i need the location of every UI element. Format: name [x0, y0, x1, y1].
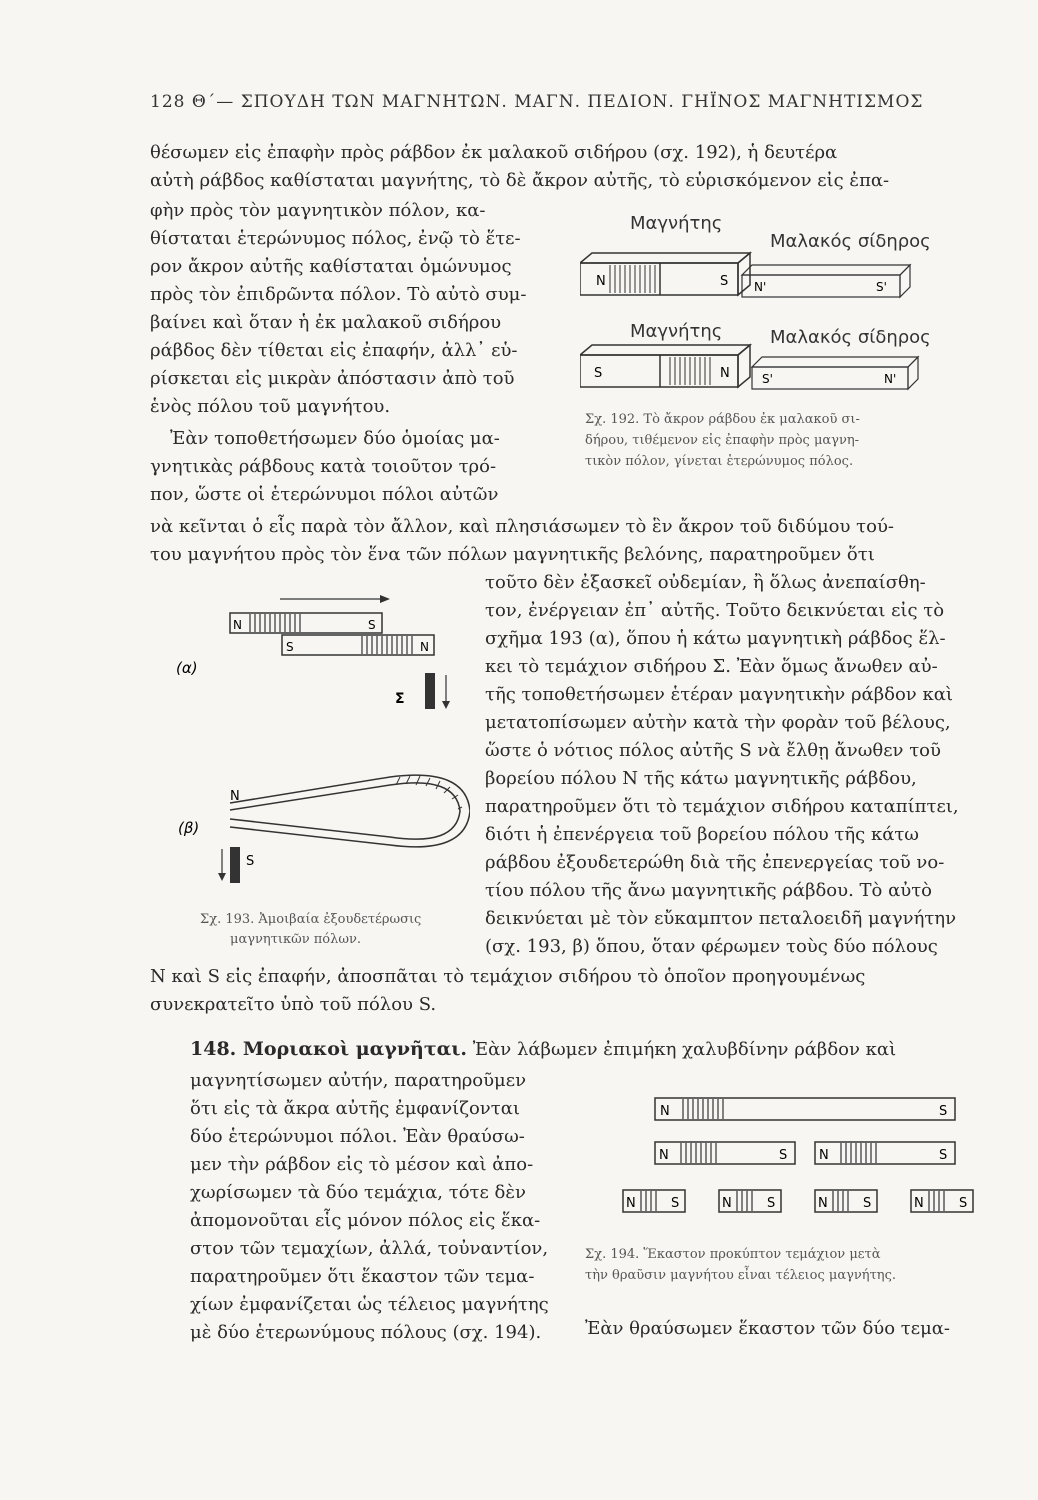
fig194-S: S: [939, 1104, 948, 1119]
body-line: στον τῶν τεμαχίων, ἀλλά, τοὐναντίον,: [190, 1238, 549, 1259]
body-line: ρον ἄκρον αὐτῆς καθίσταται ὁμώνυμος: [150, 256, 512, 277]
body-line: πον, ὥστε οἱ ἑτερώνυμοι πόλοι αὐτῶν: [150, 484, 499, 505]
fig193-label-a: (α): [176, 659, 198, 677]
fig193-sigma: Σ: [395, 691, 405, 707]
body-line: δύο ἑτερώνυμοι πόλοι. Ἐὰν θραύσω-: [190, 1126, 525, 1147]
section-heading-line: [190, 1036, 896, 1063]
body-line: θέσωμεν εἰς ἐπαφὴν πρὸς ράβδον ἐκ μαλακοῦ σιδήρου (σχ. 192), ἡ δευτέρα: [150, 142, 838, 163]
figure-192: [580, 205, 970, 410]
fig194-caption-line: τὴν θραῦσιν μαγνήτου εἶναι τέλειος μαγνήτης.: [585, 1268, 896, 1283]
fig193-horseshoe-S: S: [246, 854, 255, 869]
figure-193: [170, 585, 470, 895]
fig194-quarter: [623, 1190, 685, 1212]
body-line: μετατοπίσωμεν αὐτὴν κατὰ τὴν φορὰν τοῦ βέλους,: [485, 712, 951, 733]
fig192-S-label: S: [720, 274, 729, 289]
fig193-label-b: (β): [178, 819, 200, 837]
body-line: Ἐὰν τοποθετήσωμεν δύο ὁμοίας μα-: [170, 428, 500, 449]
fig192-caption-line: δήρου, τιθέμενον εἰς ἐπαφὴν πρὸς μαγνη-: [585, 433, 860, 448]
fig192-N-prime-label: N': [754, 280, 767, 294]
fig192-iron-label: Μαλακός σίδηρος: [770, 231, 931, 252]
fig194-N: N: [660, 1104, 670, 1119]
fig192-N-prime-label-2: N': [884, 372, 897, 386]
fig194-N: N: [659, 1148, 669, 1163]
body-line: ὅτι εἰς τὰ ἄκρα αὐτῆς ἐμφανίζονται: [190, 1098, 520, 1119]
body-line: ρίσκεται εἰς μικρὰν ἀπόστασιν ἀπὸ τοῦ: [150, 368, 515, 389]
body-line: παρατηροῦμεν ὅτι ἕκαστον τῶν τεμα-: [190, 1266, 535, 1287]
body-line: μὲ δύο ἑτερωνύμους πόλους (σχ. 194).: [190, 1322, 542, 1343]
body-line: πρὸς τὸν ἐπιδρῶντα πόλον. Τὸ αὐτὸ συμ-: [150, 284, 527, 305]
body-line: νὰ κεῖνται ὁ εἷς παρὰ τὸν ἄλλον, καὶ πλησιάσωμεν τὸ ἓν ἄκρον τοῦ διδύμου τού-: [150, 516, 894, 537]
body-line: ὥστε ὁ νότιος πόλος αὐτῆς S νὰ ἔλθῃ ἄνωθεν τοῦ: [485, 740, 941, 761]
fig194-S: S: [959, 1196, 968, 1211]
down-arrow-icon: [442, 701, 450, 709]
fig193-lower-S: S: [286, 640, 294, 654]
running-header: 128 Θ΄— ΣΠΟΥΔΗ ΤΩΝ ΜΑΓΝΗΤΩΝ. ΜΑΓΝ. ΠΕΔΙΟΝ. ΓΗΪΝΟΣ ΜΑΓΝΗΤΙΣΜΟΣ: [150, 92, 924, 112]
body-line: αὐτὴ ράβδος καθίσταται μαγνήτης, τὸ δὲ ἄκρον αὐτῆς, τὸ εὑρισκόμενον εἰς ἐπα-: [150, 170, 890, 191]
fig192-magnet-label-2: Μαγνήτης: [630, 321, 723, 342]
fig194-quarter: [911, 1190, 973, 1212]
body-line: (σχ. 193, β) ὅπου, ὅταν φέρωμεν τοὺς δύο πόλους: [485, 936, 938, 957]
fig192-S-prime-label-2: S': [762, 372, 773, 386]
body-line: διότι ἡ ἐπενέργεια τοῦ βορείου πόλου τῆς κάτω: [485, 824, 919, 845]
fig194-caption-line: Σχ. 194. Ἕκαστον προκύπτον τεμάχιον μετὰ: [585, 1247, 881, 1262]
fig192-caption-line: Σχ. 192. Τὸ ἄκρον ράβδου ἐκ μαλακοῦ σι-: [585, 412, 860, 427]
body-line: βαίνει καὶ ὅταν ἡ ἐκ μαλακοῦ σιδήρου: [150, 312, 502, 333]
body-line: γνητικὰς ράβδους κατὰ τοιοῦτον τρό-: [150, 456, 497, 477]
body-line: παρατηροῦμεν ὅτι τὸ τεμάχιον σιδήρου καταπίπτει,: [485, 796, 959, 817]
body-line: μεν τὴν ράβδον εἰς τὸ μέσον καὶ ἀπο-: [190, 1154, 534, 1175]
down-arrow-icon: [218, 873, 226, 881]
body-line: του μαγνήτου πρὸς τὸν ἕνα τῶν πόλων μαγνητικῆς βελόνης, παρατηροῦμεν ὅτι: [150, 544, 875, 565]
body-line: τίου πόλου τῆς ἄνω μαγνητικῆς ράβδου. Τὸ αὐτὸ: [485, 880, 932, 901]
body-line: μαγνητίσωμεν αὐτήν, παρατηροῦμεν: [190, 1070, 527, 1091]
body-line: δεικνύεται μὲ τὸν εὔκαμπτον πεταλοειδῆ μαγνήτην: [485, 908, 957, 929]
body-line: τῆς τοποθετήσωμεν ἑτέραν μαγνητικὴν ράβδον καὶ: [485, 684, 953, 705]
body-line: σχῆμα 193 (α), ὅπου ἡ κάτω μαγνητικὴ ράβδος ἕλ-: [485, 628, 946, 649]
body-text: Ἐὰν λάβωμεν ἐπιμήκη χαλυβδίνην ράβδον καὶ: [472, 1039, 897, 1060]
fig193-horseshoe-N: N: [230, 789, 240, 804]
body-line: συνεκρατεῖτο ὑπὸ τοῦ πόλου S.: [150, 994, 437, 1015]
body-line: ράβδος δὲν τίθεται εἰς ἐπαφήν, ἀλλ᾽ εὑ-: [150, 340, 518, 361]
direction-arrow-icon: [380, 595, 390, 603]
fig192-caption-line: τικὸν πόλον, γίνεται ἑτερώνυμος πόλος.: [585, 454, 854, 469]
fig194-S: S: [767, 1196, 776, 1211]
section-heading: 148. Μοριακοὶ μαγνῆται.: [190, 1038, 468, 1060]
fig194-N: N: [626, 1196, 636, 1211]
body-line: ράβδου ἐξουδετερώθη διὰ τῆς ἐπενεργείας τοῦ νο-: [485, 852, 945, 873]
fig192-magnet-label: Μαγνήτης: [630, 213, 723, 234]
figure-194: [615, 1090, 995, 1220]
fig194-S: S: [779, 1148, 788, 1163]
body-line: θίσταται ἑτερώνυμος πόλος, ἐνῷ τὸ ἕτε-: [150, 228, 521, 249]
body-line: ἑνὸς πόλου τοῦ μαγνήτου.: [150, 396, 391, 417]
fig192-S-prime-label: S': [876, 280, 887, 294]
fig192-N-label: N: [596, 274, 606, 289]
body-line: κει τὸ τεμάχιον σιδήρου Σ. Ἐὰν ὅμως ἄνωθεν αὐ-: [485, 656, 938, 677]
fig193-caption-line: Σχ. 193. Ἀμοιβαία ἐξουδετέρωσις: [200, 912, 422, 927]
body-line: φὴν πρὸς τὸν μαγνητικὸν πόλον, κα-: [150, 200, 486, 221]
body-line: N καὶ S εἰς ἐπαφήν, ἀποσπᾶται τὸ τεμάχιον σιδήρου τὸ ὁποῖον προηγουμένως: [150, 966, 866, 987]
fig194-N: N: [818, 1196, 828, 1211]
fig194-quarter: [815, 1190, 877, 1212]
fig193-upper-N: N: [233, 618, 242, 632]
fig193-lower-N: N: [420, 640, 429, 654]
body-line: βορείου πόλου N τῆς κάτω μαγνητικῆς ράβδου,: [485, 768, 917, 789]
fig192-iron-label-2: Μαλακός σίδηρος: [770, 327, 931, 348]
fig192-S-label-2: S: [594, 366, 603, 381]
fig193-upper-S: S: [368, 618, 376, 632]
body-line: τοῦτο δὲν ἐξασκεῖ οὐδεμίαν, ἢ ὅλως ἀνεπαίσθη-: [485, 572, 926, 593]
fig192-N-label-2: N: [720, 366, 730, 381]
body-line: Ἐὰν θραύσωμεν ἕκαστον τῶν δύο τεμα-: [585, 1318, 951, 1339]
fig194-N: N: [819, 1148, 829, 1163]
body-line: χίων ἐμφανίζεται ὡς τέλειος μαγνήτης: [190, 1294, 549, 1315]
fig194-N: N: [722, 1196, 732, 1211]
fig194-N: N: [914, 1196, 924, 1211]
fig193-caption-line: μαγνητικῶν πόλων.: [230, 932, 361, 947]
body-line: χωρίσωμεν τὰ δύο τεμάχια, τότε δὲν: [190, 1182, 526, 1203]
body-line: τον, ἐνέργειαν ἐπ᾽ αὐτῆς. Τοῦτο δεικνύεται εἰς τὸ: [485, 600, 945, 621]
fig194-quarter: [719, 1190, 781, 1212]
body-line: ἀπομονοῦται εἷς μόνον πόλος εἰς ἕκα-: [190, 1210, 541, 1231]
fig194-S: S: [939, 1148, 948, 1163]
fig194-S: S: [671, 1196, 680, 1211]
fig194-S: S: [863, 1196, 872, 1211]
